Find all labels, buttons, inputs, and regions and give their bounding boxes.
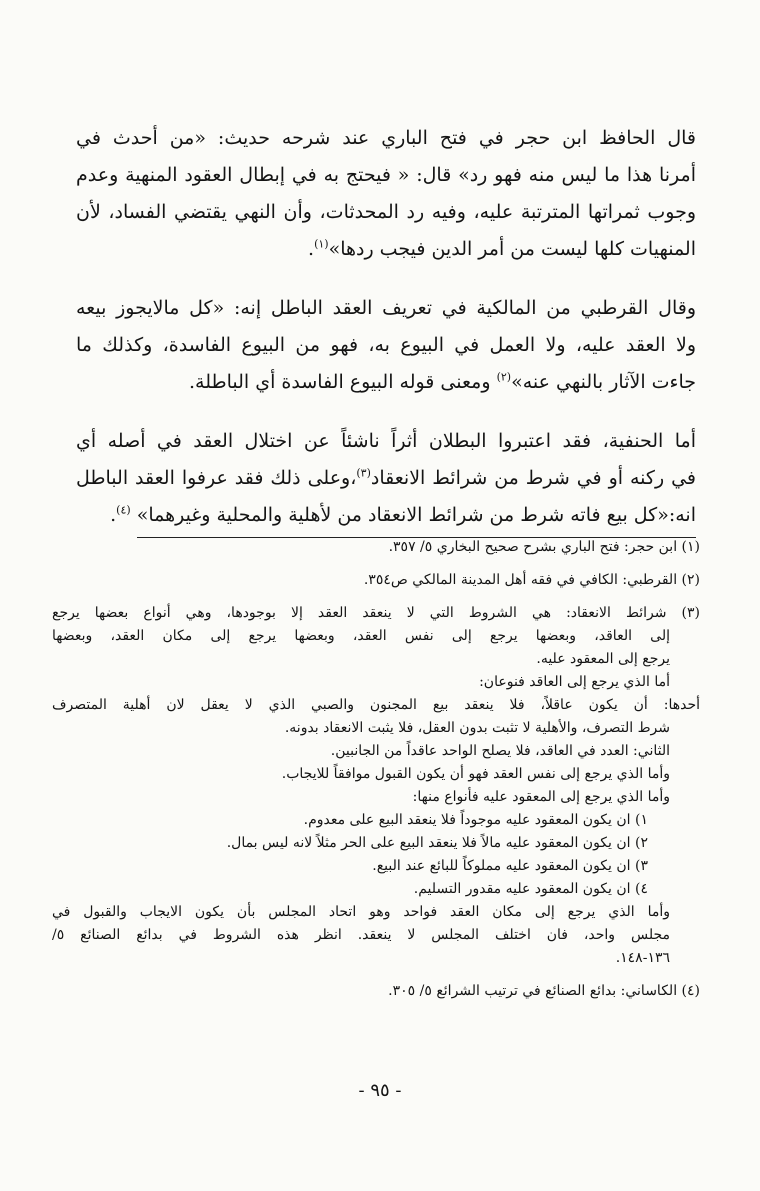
text-segment: ،وعلى ذلك فقد عرفوا العقد الباطل — [76, 467, 357, 489]
footnote-3 — [52, 602, 700, 970]
footnote-line: (٤) الكاساني: بدائع الصنائع في ترتيب الشرائع ٥/ ٣٠٥. — [388, 983, 700, 999]
footnotes — [52, 536, 700, 1013]
footnote-line: مجلس واحد، فان اختلف المجلس لا ينعقد. انظر هذه الشروط في بدائع الصنائع ٥/ — [52, 927, 670, 943]
footnote-line: وأما الذي يرجع إلى المعقود عليه فأنواع منها: — [412, 789, 670, 805]
text-line — [76, 364, 696, 401]
footnote-line: (٢) القرطبي: الكافي في فقه أهل المدينة المالكي ص٣٥٤. — [363, 572, 700, 588]
paragraph-hanafi — [76, 423, 696, 538]
footnote-line: ١٣٦-١٤٨. — [615, 950, 670, 966]
footnote-ref-2: (٢) — [496, 370, 512, 384]
text-line: المنهيات كلها ليست من أمر الدين فيجب ردها»$^{(١)}$. — [308, 237, 696, 260]
text-line: وجوب ثمراتها المترتبة عليه، وفيه رد المحدثات، وأن النهي يقتضي الفساد، لأن — [76, 201, 696, 223]
footnote-ref-3: (٣) — [356, 466, 371, 480]
footnote-line: يرجع إلى المعقود عليه. — [536, 651, 670, 667]
text-segment: في ركنه أو في شرط من شرائط الانعقاد — [370, 467, 696, 489]
footnote-line: الثاني: العدد في العاقد، فلا يصلح الواحد عاقداً من الجانبين. — [330, 743, 670, 759]
footnote-line: إلى العاقد، وبعضها يرجع إلى نفس العقد، وبعضها يرجع إلى مكان العقد، وبعضها — [52, 628, 670, 644]
footnote-line: ١) ان يكون المعقود عليه موجوداً فلا ينعقد البيع على معدوم. — [303, 812, 648, 828]
footnote-line: أحدها: أن يكون عاقلاً، فلا ينعقد بيع المجنون والصبي الذي لا يعقل لان أهلية المتصرف — [52, 697, 700, 713]
main-text — [76, 120, 696, 560]
footnote-line: ٤) ان يكون المعقود عليه مقدور التسليم. — [413, 881, 648, 897]
footnote-ref-4: (٤) — [116, 503, 131, 517]
text-line: ولا العقد عليه، ولا العمل في البيوع به، فهو من البيوع الفاسدة، وكذلك ما — [76, 334, 696, 356]
paragraph-ibn-hajar — [76, 120, 696, 268]
footnote-1 — [52, 536, 700, 559]
underlined-definition: انه:«كل بيع فاته شرط من شرائط الانعقاد من لأهلية والمحلية وغيرهما» — [137, 497, 696, 538]
footnote-line: وأما الذي يرجع إلى نفس العقد فهو أن يكون القبول موافقاً للايجاب. — [281, 766, 670, 782]
text-line: وقال القرطبي من المالكية في تعريف العقد الباطل إنه: «كل مالايجوز بيعه — [76, 297, 696, 319]
footnote-4 — [52, 980, 700, 1003]
text-line — [76, 460, 696, 497]
text-segment: جاءت الآثار بالنهي عنه» — [511, 371, 696, 393]
footnote-line: أما الذي يرجع إلى العاقد فنوعان: — [479, 674, 670, 690]
footnote-line: (١) ابن حجر: فتح الباري بشرح صحيح البخاري ٥/ ٣٥٧. — [388, 539, 700, 555]
text-segment: ومعنى قوله البيوع الفاسدة أي الباطلة. — [188, 371, 497, 393]
footnote-2 — [52, 569, 700, 592]
text-line: أما الحنفية، فقد اعتبروا البطلان أثراً ناشئاً عن اختلال العقد في أصله أي — [76, 430, 696, 452]
text-line: أمرنا هذا ما ليس منه فهو رد» قال: « فيحتج به في إبطال العقود المنهية وعدم — [76, 164, 696, 186]
footnote-line: ٢) ان يكون المعقود عليه مالاً فلا ينعقد البيع على الحر مثلاً لانه ليس بمال. — [226, 835, 648, 851]
text-line: قال الحافظ ابن حجر في فتح الباري عند شرحه حديث: «من أحدث في — [76, 127, 696, 149]
footnote-ref-1: (١) — [314, 237, 329, 251]
text-line: انه:«كل بيع فاته شرط من شرائط الانعقاد من لأهلية والمحلية وغيرهما» $^{(٤)}$. — [76, 497, 696, 538]
footnote-line: (٣) شرائط الانعقاد: هي الشروط التي لا ينعقد العقد إلا بوجودها، وهي أنواع بعضها يرجع — [52, 605, 700, 621]
footnote-line: وأما الذي يرجع إلى مكان العقد فواحد وهو اتحاد المجلس بأن يكون الايجاب والقبول في — [52, 904, 670, 920]
text-segment: المنهيات كلها ليست من أمر الدين فيجب ردها» — [328, 238, 696, 260]
page-number: - ٩٥ - — [358, 1080, 402, 1101]
footnote-line: شرط التصرف، والأهلية لا تثبت بدون العقل، فلا يثبت الانعقاد بدونه. — [284, 720, 670, 736]
paragraph-qurtubi — [76, 290, 696, 401]
footnote-line: ٣) ان يكون المعقود عليه مملوكاً للبائع عند البيع. — [372, 858, 648, 874]
